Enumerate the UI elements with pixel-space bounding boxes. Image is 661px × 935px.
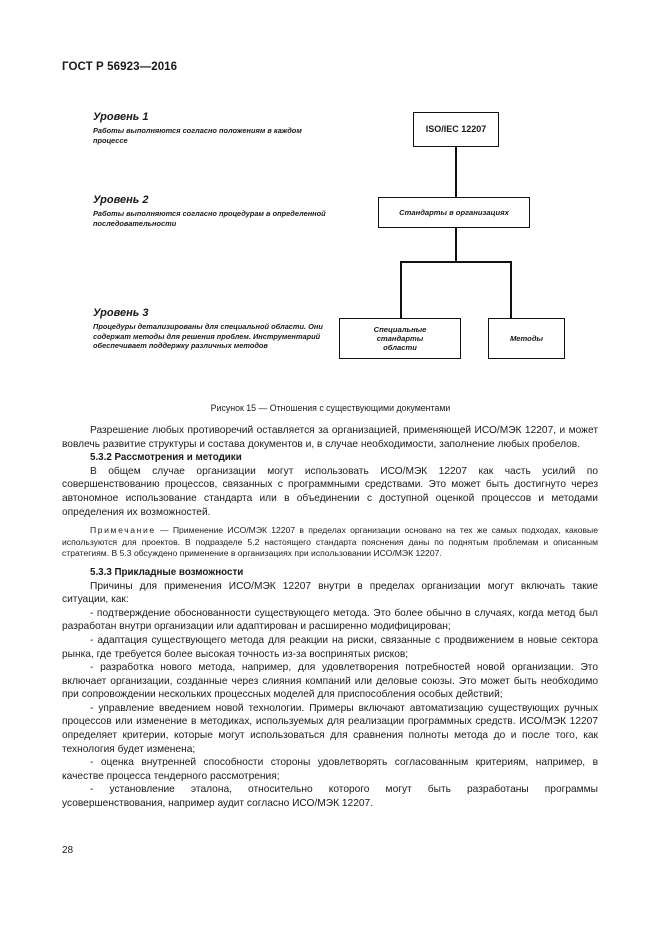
level-3-text: Процедуры детализированы для специальной области. Они содержат методы для решения проблем. Инструментарий обеспечивает поддержку различных методов — [93, 322, 323, 351]
iso-box-label: ISO/IEC 12207 — [425, 124, 487, 134]
note — [62, 525, 598, 560]
section-heading-5-3-2: 5.3.2 Рассмотрения и методики — [90, 452, 242, 464]
org-standards-box — [378, 197, 530, 228]
section-heading-5-3-3: 5.3.3 Прикладные возможности — [90, 566, 244, 578]
connector-line — [400, 261, 511, 263]
list-item: - установление эталона, относительно которого могут быть разработаны программы усовершенствования, например аудит согласно ИСО/МЭК 12207. — [62, 784, 598, 810]
note-text: — Применение ИСО/МЭК 12207 в пределах организации основано на тех же самых подходах, каковые используются для проектов. В подразделе 5.2 настоящего стандарта пояснения даны по поднятым проблемам и описанным стратегиям. В 5.3 обсуждено применение в организациях при использовании ИСО/МЭК 12207. — [62, 525, 598, 559]
level-3-title: Уровень 3 — [93, 307, 149, 319]
connector-line — [455, 228, 457, 262]
figure-caption: Рисунок 15 — Отношения с существующими документами — [210, 403, 451, 413]
level-2-title: Уровень 2 — [93, 194, 149, 206]
list-item: - адаптация существующего метода для реакции на риски, связанные с продвижением в новые сектора рынка, где требуется более высокая точность из-за воспринятых рисков; — [62, 634, 598, 660]
special-standards-box — [339, 318, 461, 359]
iso-iec-12207-box — [413, 112, 499, 147]
org-box-label: Стандарты в организациях — [399, 208, 509, 217]
methods-box-label: Методы — [509, 334, 544, 343]
note-label: Примечание — [90, 525, 156, 536]
level-1-title: Уровень 1 — [93, 111, 149, 123]
body-text — [62, 424, 598, 811]
special-box-label: Специальные стандарты области — [373, 325, 427, 352]
paragraph: Разрешение любых противоречий оставляется за организацией, применяющей ИСО/МЭК 12207, и может вовлечь развитие структуры и состава документов и, в случае необходимости, заполнение любых пробелов. — [62, 425, 598, 450]
connector-line — [510, 261, 512, 319]
connector-line — [400, 261, 402, 319]
list-item: - управление введением новой технологии. Примеры включают автоматизацию существующих ручных процессов или изменение в методиках, используемых для реализации программных средств. ИСО/МЭК 12207 определяет критерии, которые могут использоваться для сравнения полноты метода до и после того, как технология будет изменена; — [62, 702, 598, 755]
paragraph: Причины для применения ИСО/МЭК 12207 внутри в пределах организации могут включать такие ситуации, как: — [62, 580, 598, 606]
level-1-text: Работы выполняются согласно положениям в каждом процессе — [93, 126, 302, 145]
methods-box — [488, 318, 565, 359]
list-item: - подтверждение обоснованности существующего метода. Это более обычно в случаях, когда метод был разработан внутри организации или адаптирован и расширенно модифицирован; — [62, 607, 598, 633]
page-number: 28 — [62, 845, 74, 856]
connector-line — [455, 147, 457, 197]
paragraph: В общем случае организации могут использовать ИСО/МЭК 12207 как часть усилий по совершенствованию процессов, связанных с программными средствами. Это может быть достигнуто через автономное использование стандарта или в объединении с доступной оценкой процессов и методами определения их возможностей. — [62, 465, 598, 518]
list-item: - разработка нового метода, например, для удовлетворения потребностей новой организации. Это включает организации, созданные через слияния компаний или деловые союзы. Это может быть необходимо при сопровождении нескольких процессных моделей для приспособления особых действий; — [62, 662, 598, 701]
list-item: - оценка внутренней способности стороны удовлетворять согласованным критериям, например, в качестве процесса тендерного рассмотрения; — [62, 757, 598, 782]
level-2-text: Работы выполняются согласно процедурам в определенной последовательности — [93, 209, 326, 228]
document-code: ГОСТ Р 56923—2016 — [62, 61, 178, 73]
